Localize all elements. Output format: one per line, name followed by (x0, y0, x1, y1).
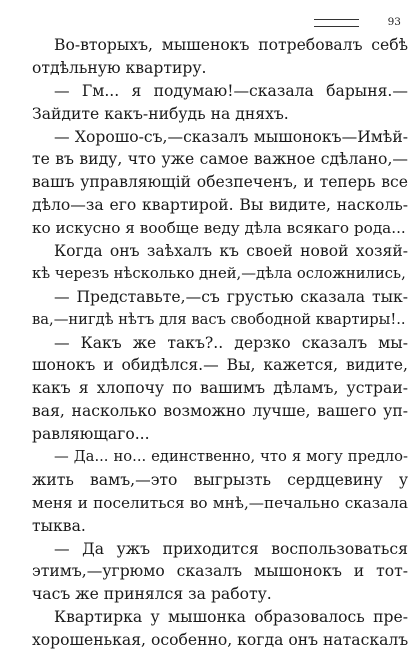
text-line: шонокъ и обидѣлся.— Вы, кажется, видите, (32, 356, 408, 375)
text-line: — Представьте,—съ грустью сказала тык- (54, 287, 408, 306)
text-line: какъ я хлопочу по вашимъ дѣламъ, устраи- (32, 379, 408, 398)
text-line: — Да... но... единственно, что я могу предло- (54, 448, 408, 466)
text-line: — Какъ же такъ?.. дерзко сказалъ мы- (54, 333, 408, 352)
text-line: часъ же принялся за работу. (32, 585, 272, 604)
page-number: 93 (387, 16, 401, 28)
text-line: вая, насколько возможно лучше, вашего уп- (32, 402, 408, 421)
text-line: этимъ,—угрюмо сказалъ мышонокъ и тот- (32, 562, 408, 581)
body-text (32, 34, 408, 652)
text-line: тыква. (32, 516, 86, 535)
text-line: ва,—нигдѣ нѣтъ для васъ свободной квартиры!.. (32, 310, 406, 328)
text-line: Во-вторыхъ, мышенокъ потребовалъ себѣ (54, 36, 408, 54)
text-line: равляющаго... (32, 425, 150, 444)
text-line: кѣ черезъ нѣсколько дней,—дѣла осложнились, (32, 264, 406, 282)
text-line: — Хорошо-съ,—сказалъ мышонокъ—Имѣй- (54, 127, 408, 146)
text-line: — Гм... я подумаю!—сказала барыня.— (54, 81, 408, 100)
header-double-rule (314, 19, 359, 27)
text-line: меня и поселиться во мнѣ,—печально сказала (32, 493, 408, 512)
text-line: дѣло—за его квартирой. Вы видите, насколь- (32, 196, 408, 215)
text-line: хорошенькая, особенно, когда онъ натаскалъ (32, 631, 409, 650)
text-line: жить вамъ,—это выгрызть сердцевину у (32, 470, 408, 489)
page-header (0, 17, 403, 31)
text-line: — Да ужъ приходится воспользоваться (54, 539, 408, 558)
text-line: отдѣльную квартиру. (32, 58, 207, 77)
text-line: Когда онъ заѣхалъ къ своей новой хозяй- (54, 242, 408, 261)
text-line: ко искусно я вообще веду дѣла всякаго рода... (32, 219, 406, 238)
text-line: вашъ управляющій обезпеченъ, и теперь все (32, 173, 408, 192)
text-line: Квартирка у мышонка образовалось пре- (54, 608, 408, 627)
text-line: Зайдите какъ-нибудь на дняхъ. (32, 104, 289, 123)
text-line: те въ виду, что уже самое важное сдѣлано,— (32, 150, 408, 169)
